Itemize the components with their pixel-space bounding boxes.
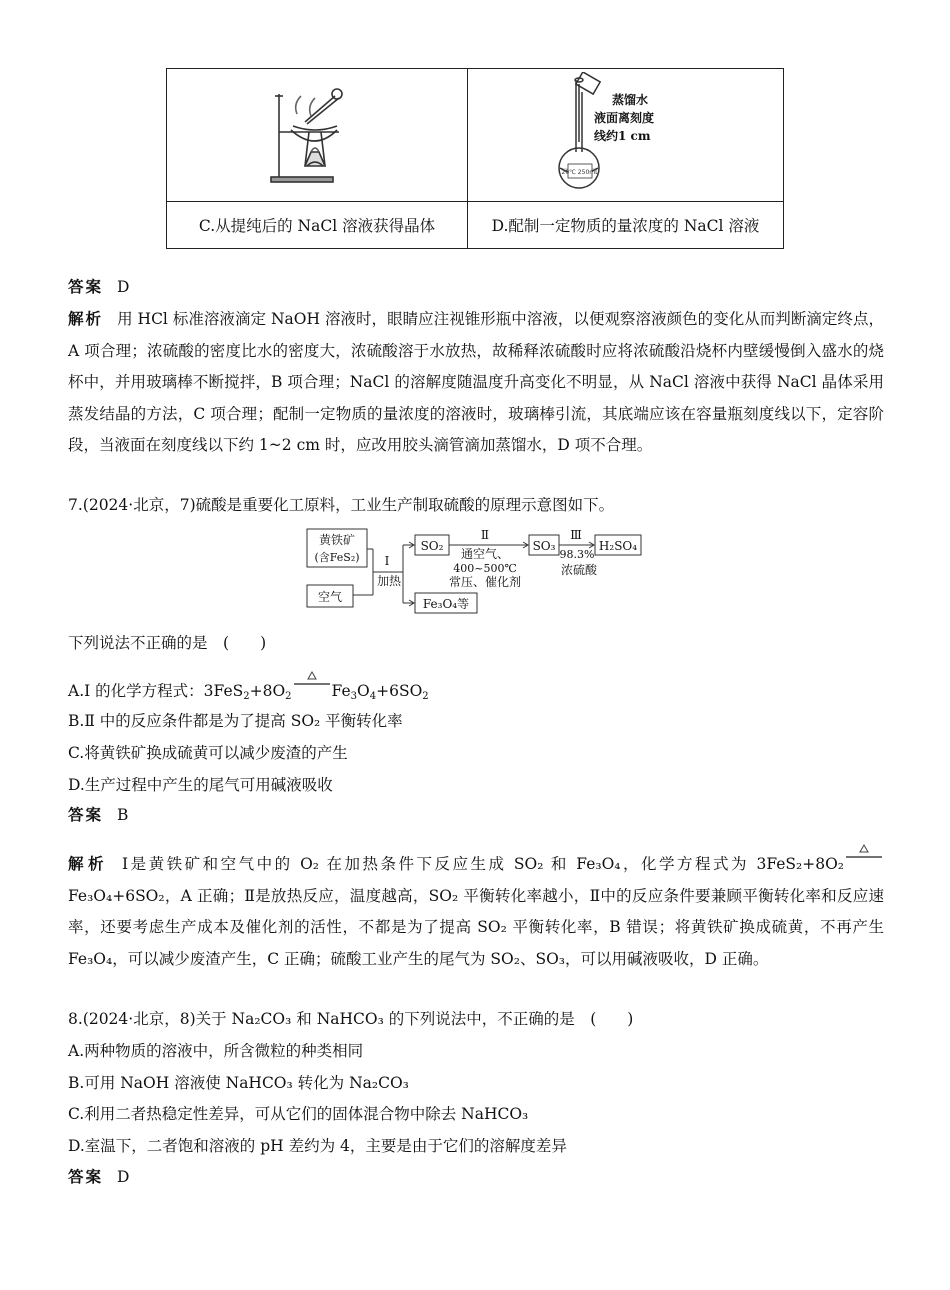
answer-value: D (117, 1168, 130, 1186)
answer-label: 答案 (68, 277, 104, 296)
analysis-text: 用 HCl 标准溶液滴定 NaOH 溶液时，眼睛应注视锥形瓶中溶液，以便观察溶液颜色的变化从而判断滴定终点，A 项合理；浓硫酸的密度比水的密度大，浓硫酸溶于水放热，故稀释浓硫酸时应将浓硫酸沿烧杯内壁缓慢倒入盛水的烧杯中，并用玻璃棒不断搅拌，B 项合理；NaCl 的溶解度随温度升高变化不明显，从 NaCl 溶液中获得 NaCl 晶体采用蒸发结晶的方法，C 项合理；配制一定物质的量浓度的溶液时，玻璃棒引流，其底端应该在容量瓶刻度线以下，定容阶段，当液面在刻度线以下约 1~2 cm 时，应改用胶头滴管滴加蒸馏水，D 项不合理。 (68, 310, 884, 454)
option-d-caption: D.配制一定物质的量浓度的 NaCl 溶液 (468, 202, 784, 249)
heat-condition-icon (294, 684, 330, 696)
q7-question-text: 下列说法不正确的是 (68, 634, 208, 652)
step-1: Ⅰ (384, 554, 390, 568)
step-3-condition-2: 浓硫酸 (560, 563, 598, 577)
label-distilled-water: 蒸馏水 (611, 93, 648, 107)
answer-label: 答案 (68, 1167, 104, 1186)
box-so3: SO₃ (532, 539, 556, 553)
box-fe3o4: Fe₃O₄等 (422, 597, 470, 611)
option-c-caption: C.从提纯后的 NaCl 溶液获得晶体 (167, 202, 468, 249)
sulfuric-acid-process-diagram (305, 525, 645, 615)
box-pyrite-line1: 黄铁矿 (318, 533, 356, 547)
q7-paren: ( ) (223, 634, 267, 652)
q8-stem (68, 1008, 633, 1030)
q7-option-b: B.Ⅱ 中的反应条件都是为了提高 SO₂ 平衡转化率 (68, 712, 403, 730)
box-so2: SO₂ (420, 539, 444, 553)
svg-text:20℃ 250mL: 20℃ 250mL (561, 169, 598, 176)
label-mark-distance: 线约1 cm (593, 129, 651, 143)
step-2-condition-1: 通空气、 (460, 547, 510, 561)
figure-d-cell (468, 69, 784, 202)
q7-option-c: C.将黄铁矿换成硫黄可以减少废渣的产生 (68, 744, 348, 762)
q7-analysis (68, 848, 884, 975)
answer-value: D (117, 278, 130, 296)
q7-option-a: A.Ⅰ 的化学方程式：$3FeS_2+8O_2$ $Fe_3O_4+6SO_2$ (68, 680, 429, 702)
q7-stem: 7.(2024·北京，7)硫酸是重要化工原料，工业生产制取硫酸的原理示意图如下。 (68, 496, 615, 514)
q8-paren: ( ) (590, 1010, 634, 1028)
answer-label: 答案 (68, 805, 104, 824)
options-table (166, 68, 784, 249)
analysis-text-1: Ⅰ是黄铁矿和空气中的 O₂ 在加热条件下反应生成 SO₂ 和 Fe₃O₄，化学方程式为 3FeS₂+8O₂ (122, 855, 844, 873)
q8-answer (68, 1166, 129, 1188)
step-1-condition: 加热 (376, 574, 402, 588)
box-pyrite-line2: (含FeS₂) (314, 551, 360, 564)
step-2-condition-2: 400~500℃ (453, 562, 517, 575)
q8-option-a: A.两种物质的溶液中，所含微粒的种类相同 (68, 1042, 364, 1060)
q7-answer (68, 804, 128, 826)
step-2: Ⅱ (480, 528, 490, 542)
box-h2so4: H₂SO₄ (598, 539, 638, 553)
figure-c-cell (167, 69, 468, 202)
evaporation-apparatus-figure (257, 74, 377, 192)
step-3-condition-1: 98.3% (559, 548, 595, 561)
analysis-label: 解析 (68, 854, 109, 873)
q8-option-c: C.利用二者热稳定性差异，可从它们的固体混合物中除去 NaHCO₃ (68, 1105, 529, 1123)
q7-question (68, 632, 266, 654)
q8-stem-text: 8.(2024·北京，8)关于 Na₂CO₃ 和 NaHCO₃ 的下列说法中，不正确的是 (68, 1010, 575, 1028)
q7-option-d: D.生产过程中产生的尾气可用碱液吸收 (68, 776, 333, 794)
volumetric-flask-figure (556, 72, 696, 194)
q6-answer (68, 276, 129, 298)
analysis-label: 解析 (68, 309, 104, 328)
q6-analysis (68, 303, 884, 462)
heat-condition-icon (846, 857, 882, 869)
q8-option-b: B.可用 NaOH 溶液使 NaHCO₃ 转化为 Na₂CO₃ (68, 1074, 409, 1092)
box-air: 空气 (317, 590, 343, 604)
analysis-text-2: Fe₃O₄+6SO₂，A 正确；Ⅱ是放热反应，温度越高，SO₂ 平衡转化率越小，Ⅱ中的反应条件要兼顾平衡转化率和反应速率，还要考虑生产成本及催化剂的活性，不都是为了提高 SO₂ 平衡转化率，B 错误；将黄铁矿换成硫黄，不再产生 Fe₃O₄，可以减少废渣产生，C 正确；硫酸工业产生的尾气为 SO₂、SO₃，可以用碱液吸收，D 正确。 (68, 886, 884, 968)
option-a-text: A.Ⅰ 的化学方程式：3FeS (68, 682, 244, 700)
q8-option-d: D.室温下，二者饱和溶液的 pH 差约为 4，主要是由于它们的溶解度差异 (68, 1137, 567, 1155)
step-3: Ⅲ (570, 528, 582, 542)
answer-value: B (117, 806, 129, 824)
step-2-condition-3: 常压、催化剂 (448, 575, 522, 589)
label-liquid-level: 液面离刻度 (593, 111, 654, 125)
